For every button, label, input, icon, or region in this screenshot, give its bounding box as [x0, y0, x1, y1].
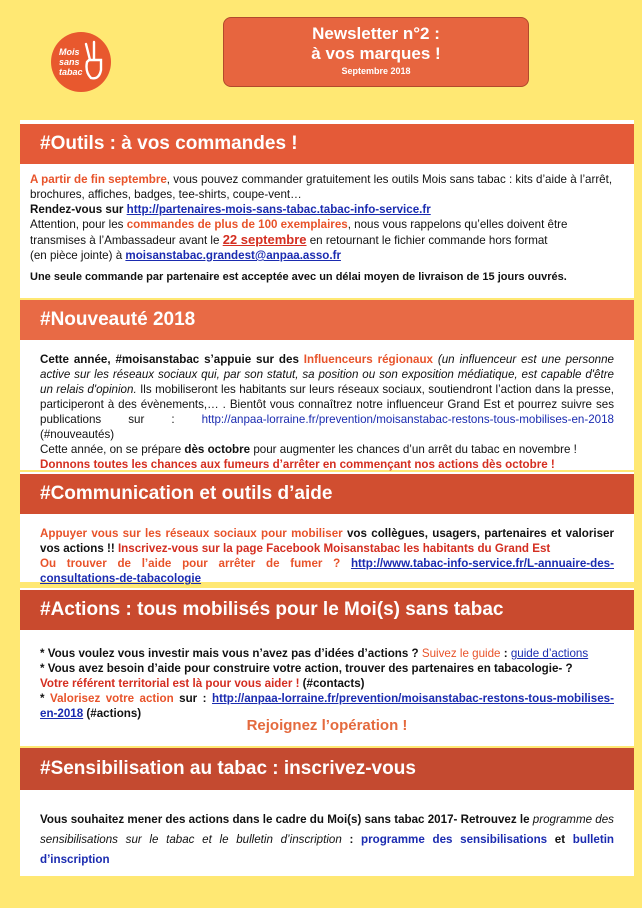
join-operation-text: Rejoignez l’opération ! [246, 717, 408, 734]
newsletter-subtitle: à vos marques ! [311, 44, 441, 63]
communication-header: #Communication et outils d’aide [20, 474, 634, 514]
sensibilisation-header: #Sensibilisation au tabac : inscrivez-vous [20, 748, 634, 790]
influenceur-link[interactable]: http://anpaa-lorraine.fr/prevention/moisanstabac-restons-tous-mobilises-en-2018 [201, 413, 614, 426]
commande-outils-link[interactable]: http://partenaires-mois-sans-tabac.tabac-info-service.fr [126, 203, 431, 216]
mois-sans-tabac-logo: Mois sans tabac [51, 32, 111, 92]
actions-header: #Actions : tous mobilisés pour le Moi(s) sans tabac [20, 590, 634, 630]
annuaire-tabacologie-link[interactable]: http://www.tabac-info-service.fr/L-annuaire-des-consultations-de-tabacologie [40, 557, 614, 585]
bulletin-inscription-link[interactable]: bulletin d’inscription [40, 833, 614, 866]
sensibilisation-text: Vous souhaitez mener des actions dans le cadre du Moi(s) sans tabac 2017- Retrouvez le programme des sensibilisations sur le tabac et le bulletin d’inscription : programme des sensibilisations et bulletin d’inscription [40, 813, 614, 866]
nouveaute-header: #Nouveauté 2018 [20, 300, 634, 340]
outils-header: #Outils : à vos commandes ! [20, 124, 634, 164]
ambassadeur-email-link[interactable]: moisanstabac.grandest@anpaa.asso.fr [125, 249, 341, 262]
actions-mobilises-link[interactable]: http://anpaa-lorraine.fr/prevention/moisanstabac-restons-tous-mobilises-en-2018 [40, 692, 614, 720]
newsletter-title-box [223, 17, 529, 87]
nouveaute-text: Cette année, #moisanstabac s’appuie sur des Influenceurs régionaux (un influenceur est une personne active sur les réseaux sociaux qui, par son statut, sa position ou son exposition médiatique, est capable d'être un relais d'opinion. Ils mobiliseront les habitants sur leurs réseaux sociaux, soutiendront l’action dans la presse, participeront à des évènements,… . Bientôt vous connaîtrez notre influenceur Grand Est et pourrez suivre ses publications sur : http://anpaa-lorraine.fr/prevention/moisanstabac-restons-tous-mobilises-en-2018 (#nouveautés) Cette année, on se prépare dès octobre pour augmenter les chances d’un arrêt du tabac en novembre ! Donnons toutes les chances aux fumeurs d’arrêter en commençant nos actions dès octobre ! [40, 353, 614, 471]
outils-note: Une seule commande par partenaire est acceptée avec un délai moyen de livraison de 15 jours ouvrés. [30, 271, 567, 283]
programme-sensibilisations-link[interactable]: programme des sensibilisations [361, 833, 548, 846]
communication-text: Appuyer vous sur les réseaux sociaux pour mobiliser vos collègues, usagers, partenaires et valoriser vos actions !! Inscrivez-vous sur la page Facebook Moisanstabac les habitants du Grand Est Ou trouver de l’aide pour arrêter de fumer ? http://www.tabac-info-service.fr/L-annuaire-des-consultations-de-tabacologie [40, 527, 614, 585]
outils-text: A partir de fin septembre, vous pouvez commander gratuitement les outils Mois sans tabac : kits d’aide à l’arrêt, brochures, affiches, badges, tee-shirts, coupe-vent… Rendez-vous sur http://partenaires-mois-sans-tabac.tabac-info-service.fr Attention, pour les commandes de plus de 100 exemplaires, nous vous rappelons qu’elles doivent être transmises à l’Ambassadeur avant le 22 septembre en retournant le fichier commande hors format (en pièce jointe) à moisanstabac.grandest@anpaa.asso.fr [30, 173, 613, 262]
victory-hand-icon [81, 40, 105, 80]
actions-text: * Vous voulez vous investir mais vous n’avez pas d’idées d’actions ? Suivez le guide : guide d’actions * Vous avez besoin d’aide pour construire votre action, trouver des partenaires en tabacologie- ? Votre référent territorial est là pour vous aider ! (#contacts) * Valorisez votre action sur : http://anpaa-lorraine.fr/prevention/moisanstabac-restons-tous-mobilises-en-2018 (#actions) [40, 647, 614, 720]
guide-actions-link[interactable]: guide d’actions [510, 647, 589, 660]
newsletter-title: Newsletter n°2 : [312, 24, 440, 43]
newsletter-date: Septembre 2018 [341, 66, 411, 76]
